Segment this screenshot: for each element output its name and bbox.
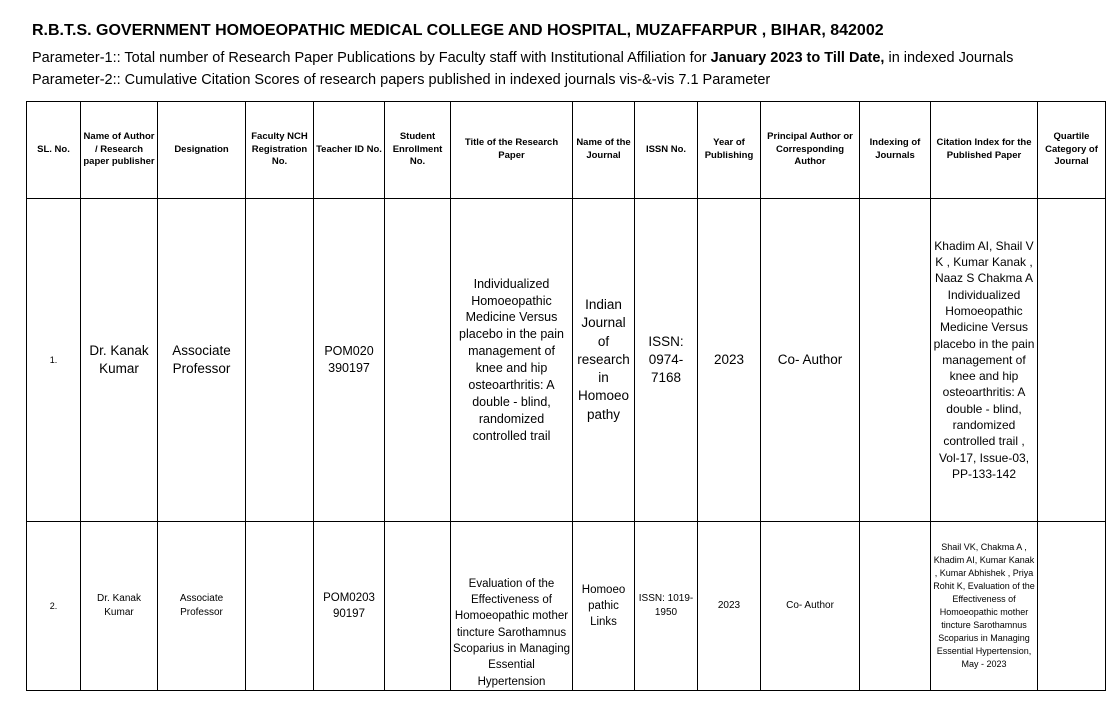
cell-paper-title: Evaluation of the Effectiveness of Homoeopathic mother tincture Sarothamnus Scoparius in Managing Essential Hypertension <box>451 522 573 691</box>
cell-author-role: Co- Author <box>761 522 860 691</box>
column-header-designation: Designation <box>158 102 246 199</box>
cell-author: Dr. Kanak Kumar <box>81 522 158 691</box>
parameter-2: Parameter-2:: Cumulative Citation Scores of research papers published in indexed journals vis-&-vis 7.1 Parameter <box>32 72 771 88</box>
column-header-year: Year of Publishing <box>698 102 761 199</box>
column-header-author-role: Principal Author or Corresponding Author <box>761 102 860 199</box>
cell-nch-registration <box>246 522 314 691</box>
cell-indexing <box>860 199 931 522</box>
cell-year: 2023 <box>698 199 761 522</box>
cell-sl-no: 2. <box>27 522 81 691</box>
cell-journal: Homoeo pathic Links <box>573 522 635 691</box>
column-header-author: Name of Author / Research paper publisher <box>81 102 158 199</box>
cell-citation-index: Khadim AI, Shail V K , Kumar Kanak , Naaz S Chakma A Individualized Homoeopathic Medicine Versus placebo in the pain management of knee and hip osteoarthritis: A double - blind, randomized controlled trail , Vol-17, Issue-03, PP-133-142 <box>931 199 1038 522</box>
table-header-row <box>27 102 1106 199</box>
cell-issn: ISSN: 0974-7168 <box>635 199 698 522</box>
cell-nch-registration <box>246 199 314 522</box>
cell-indexing <box>860 522 931 691</box>
cell-teacher-id: POM0203 90197 <box>314 522 385 691</box>
column-header-sl-no: SL. No. <box>27 102 81 199</box>
cell-author: Dr. Kanak Kumar <box>81 199 158 522</box>
page-title: R.B.T.S. GOVERNMENT HOMOEOPATHIC MEDICAL COLLEGE AND HOSPITAL, MUZAFFARPUR , BIHAR, 842002 <box>32 22 884 39</box>
cell-teacher-id: POM020 390197 <box>314 199 385 522</box>
cell-designation: Associate Professor <box>158 522 246 691</box>
column-header-student-enrollment: Student Enrollment No. <box>385 102 451 199</box>
cell-journal: Indian Journal of research in Homoeo pathy <box>573 199 635 522</box>
cell-designation: Associate Professor <box>158 199 246 522</box>
cell-quartile <box>1038 199 1106 522</box>
column-header-citation-index: Citation Index for the Published Paper <box>931 102 1038 199</box>
column-header-quartile: Quartile Category of Journal <box>1038 102 1106 199</box>
parameter-1-text: Parameter-1:: Total number of Research Paper Publications by Faculty staff with Institutional Affiliation for <box>32 50 711 66</box>
table-row <box>27 199 1106 522</box>
column-header-teacher-id: Teacher ID No. <box>314 102 385 199</box>
column-header-indexing: Indexing of Journals <box>860 102 931 199</box>
cell-student-enrollment <box>385 199 451 522</box>
publications-table <box>26 101 1106 691</box>
cell-student-enrollment <box>385 522 451 691</box>
table-row <box>27 522 1106 691</box>
parameter-1-suffix: in indexed Journals <box>884 50 1014 66</box>
column-header-nch-registration: Faculty NCH Registration No. <box>246 102 314 199</box>
cell-sl-no: 1. <box>27 199 81 522</box>
parameter-1 <box>32 50 1013 66</box>
cell-paper-title: Individualized Homoeopathic Medicine Versus placebo in the pain management of knee and hip osteoarthritis: A double - blind, randomized controlled trail <box>451 199 573 522</box>
column-header-journal: Name of the Journal <box>573 102 635 199</box>
cell-year: 2023 <box>698 522 761 691</box>
cell-author-role: Co- Author <box>761 199 860 522</box>
column-header-paper-title: Title of the Research Paper <box>451 102 573 199</box>
column-header-issn: ISSN No. <box>635 102 698 199</box>
cell-issn: ISSN: 1019-1950 <box>635 522 698 691</box>
parameter-1-period: January 2023 to Till Date, <box>710 50 885 66</box>
cell-citation-index: Shail VK, Chakma A , Khadim AI, Kumar Kanak , Kumar Abhishek , Priya Rohit K, Evaluation of the Effectiveness of Homoeopathic mother tincture Sarothamnus Scoparius in Managing Essential Hypertension, May - 2023 <box>931 522 1038 691</box>
cell-quartile <box>1038 522 1106 691</box>
